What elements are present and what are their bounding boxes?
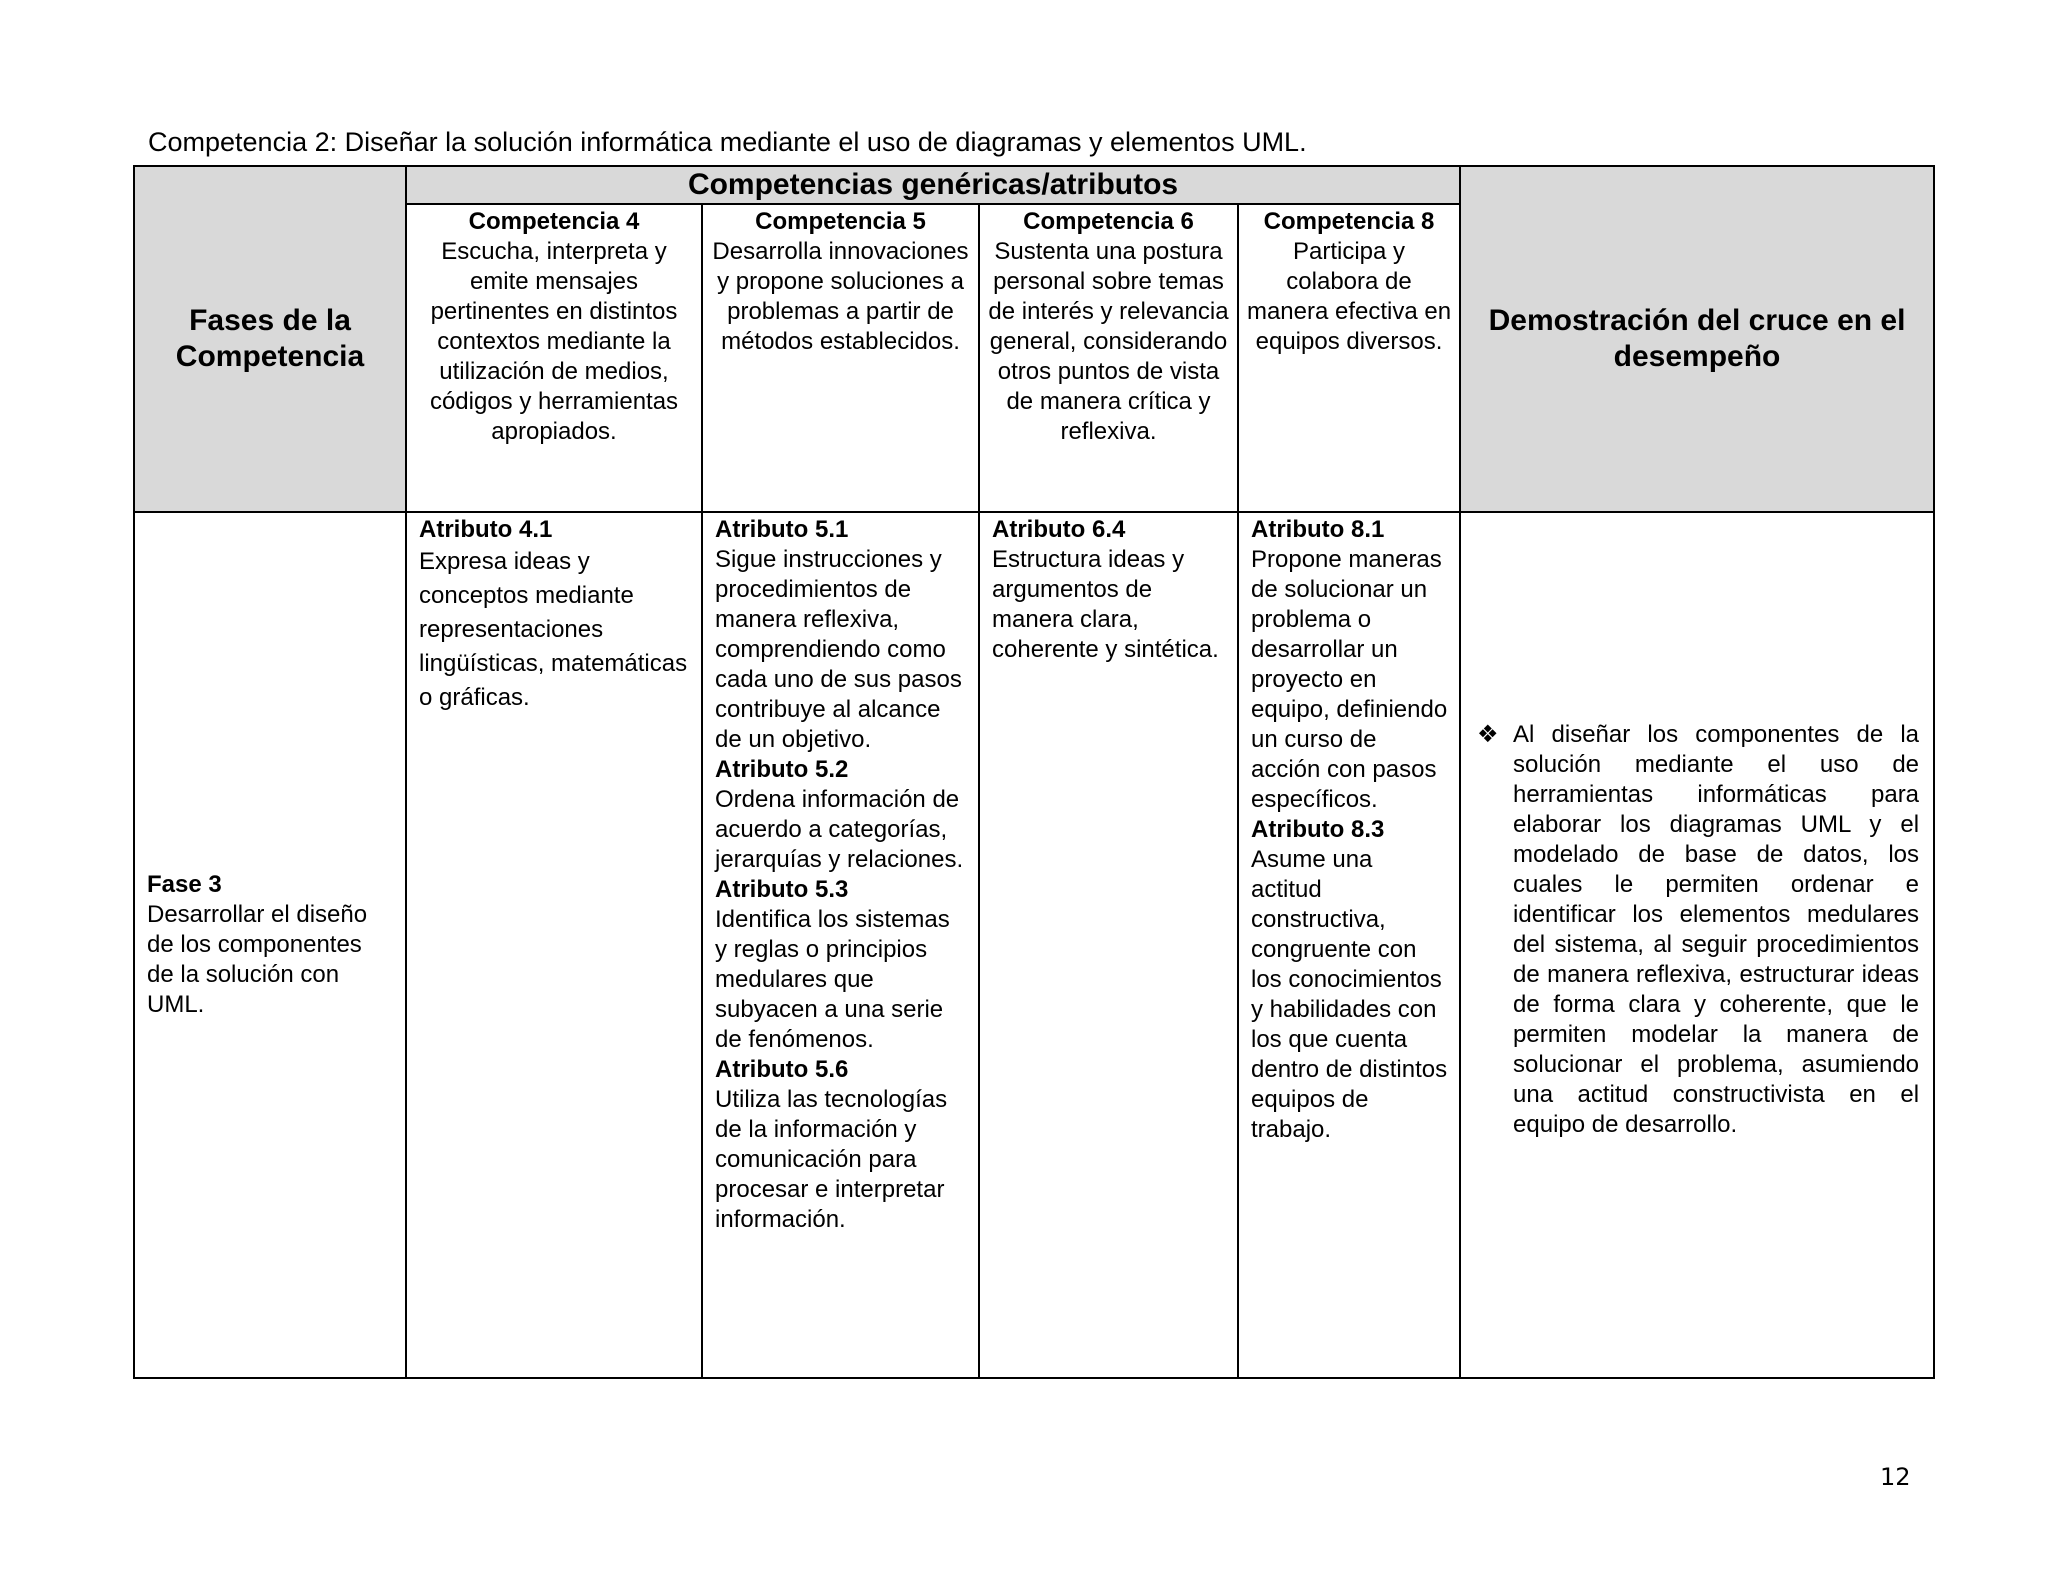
attributes-competency-6 xyxy=(979,512,1238,1378)
attribute-description: Utiliza las tecnologías de la información y comunicación para procesar e interpretar información. xyxy=(715,1086,948,1233)
attribute-description: Estructura ideas y argumentos de manera clara, coherente y sintética. xyxy=(992,546,1219,663)
attribute-name: Atributo 4.1 xyxy=(419,516,553,543)
competency-name: Competencia 8 xyxy=(1263,208,1435,235)
competency-description: Desarrolla innovaciones y propone soluciones a problemas a partir de métodos establecidos. xyxy=(712,238,969,355)
attribute-description: Asume una actitud constructiva, congruente con los conocimientos y habilidades con los que cuenta dentro de distintos equipos de trabajo. xyxy=(1251,846,1448,1143)
competency-table xyxy=(133,165,1935,1379)
attribute-description: Identifica los sistemas y reglas o principios medulares que subyacen a una serie de fenómenos. xyxy=(715,906,950,1053)
attribute-name: Atributo 8.3 xyxy=(1251,816,1385,843)
competency-description: Escucha, interpreta y emite mensajes pertinentes en distintos contextos mediante la utilización de medios, códigos y herramientas apropiados. xyxy=(429,238,679,445)
attributes-competency-4 xyxy=(406,512,702,1378)
demonstration-cell xyxy=(1460,512,1934,1378)
attributes-competency-8 xyxy=(1238,512,1460,1378)
page-number: 12 xyxy=(1880,1463,1911,1491)
phase-cell xyxy=(134,512,406,1378)
competency-4-cell xyxy=(406,204,702,512)
demonstration-bullet xyxy=(1477,720,1919,1140)
attribute-name: Atributo 8.1 xyxy=(1251,516,1385,543)
attribute-description: Ordena información de acuerdo a categorías, jerarquías y relaciones. xyxy=(715,786,964,873)
demonstration-text: Al diseñar los componentes de la solución mediante el uso de herramientas informáticas para elaborar los diagramas UML y el modelado de base de datos, los cuales le permiten ordenar e identificar los elementos medulares del sistema, al seguir procedimientos de manera reflexiva, estructurar ideas de forma clara y coherente, que le permiten modelar la manera de solucionar el problema, asumiendo una actitud constructivista en el equipo de desarrollo. xyxy=(1513,721,1920,1138)
diamond-bullet-icon: ❖ xyxy=(1477,721,1499,748)
generic-competencies-header: Competencias genéricas/atributos xyxy=(406,166,1460,204)
competency-name: Competencia 6 xyxy=(1023,208,1194,235)
competency-5-cell xyxy=(702,204,979,512)
attribute-description: Expresa ideas y conceptos mediante representaciones lingüísticas, matemáticas o gráficas. xyxy=(419,548,688,711)
competency-description: Participa y colabora de manera efectiva en equipos diversos. xyxy=(1246,238,1452,355)
attribute-name: Atributo 5.2 xyxy=(715,756,849,783)
document-title: Competencia 2: Diseñar la solución informática mediante el uso de diagramas y elementos UML. xyxy=(148,127,1307,157)
competency-description: Sustenta una postura personal sobre temas de interés y relevancia general, considerando otros puntos de vista de manera crítica y reflexiva. xyxy=(988,238,1229,445)
attribute-name: Atributo 5.6 xyxy=(715,1056,849,1083)
demonstration-column-header: Demostración del cruce en el desempeño xyxy=(1460,166,1934,512)
attribute-description: Sigue instrucciones y procedimientos de manera reflexiva, comprendiendo como cada uno de sus pasos contribuye al alcance de un objetivo. xyxy=(715,546,962,753)
phases-column-header: Fases de la Competencia xyxy=(134,166,406,512)
phase-description: Desarrollar el diseño de los componentes de la solución con UML. xyxy=(147,901,368,1018)
attributes-competency-5 xyxy=(702,512,979,1378)
attribute-name: Atributo 6.4 xyxy=(992,516,1126,543)
attribute-description: Propone maneras de solucionar un problema o desarrollar un proyecto en equipo, definiendo un curso de acción con pasos específicos. xyxy=(1251,546,1448,813)
competency-name: Competencia 4 xyxy=(468,208,640,235)
phase-name: Fase 3 xyxy=(147,871,222,898)
attribute-name: Atributo 5.3 xyxy=(715,876,849,903)
competency-name: Competencia 5 xyxy=(755,208,926,235)
competency-8-cell xyxy=(1238,204,1460,512)
competency-6-cell xyxy=(979,204,1238,512)
attribute-name: Atributo 5.1 xyxy=(715,516,849,543)
